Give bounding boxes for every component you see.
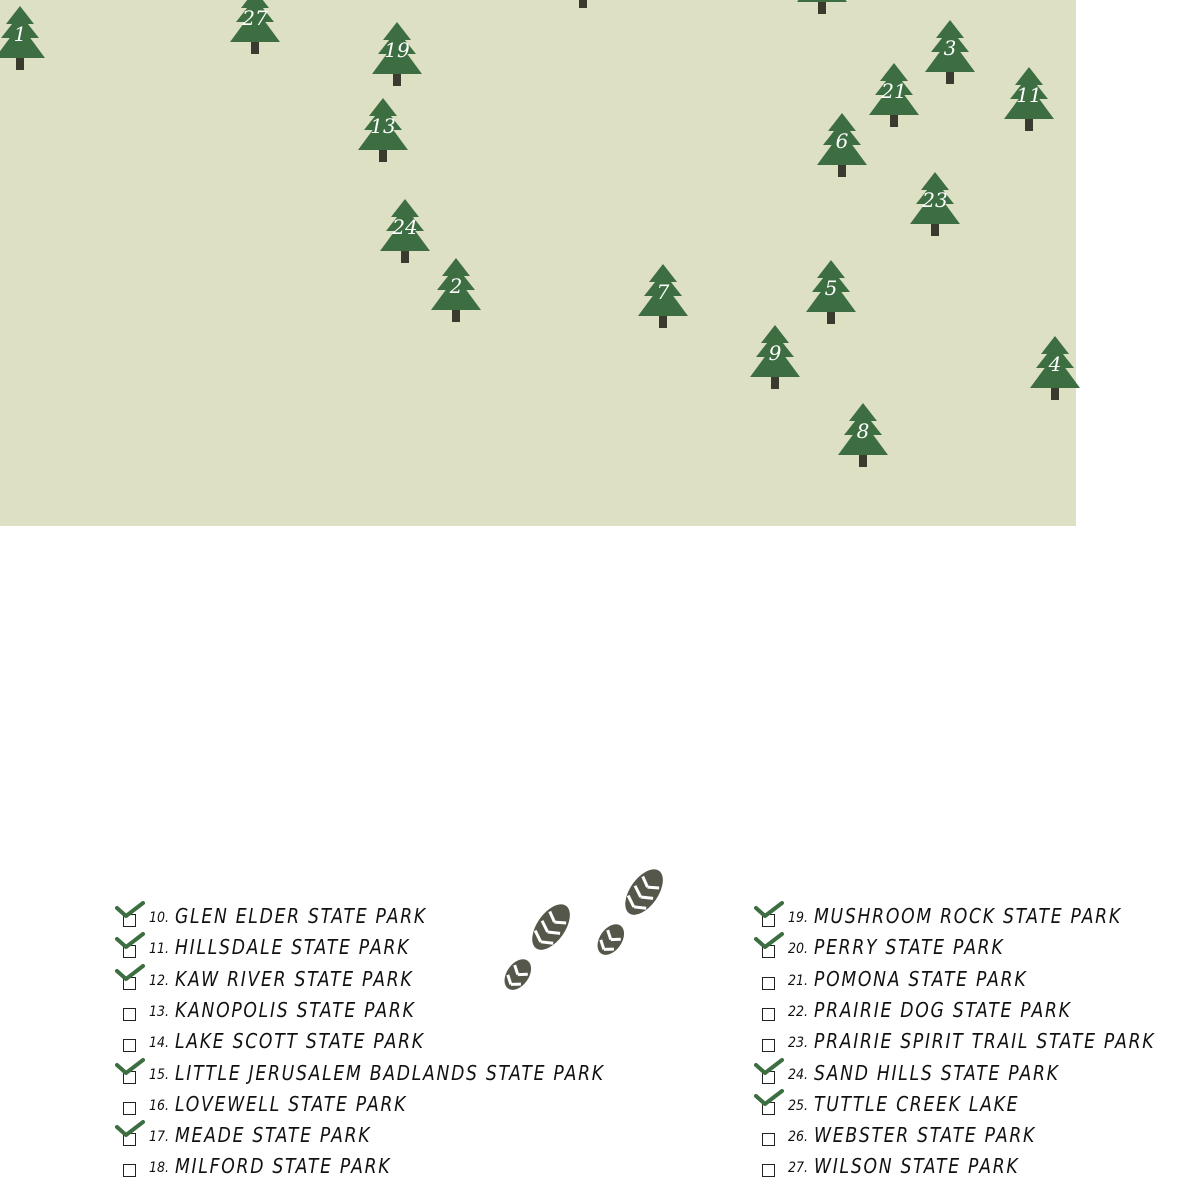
item-number: 13. xyxy=(149,1003,170,1020)
checkbox[interactable] xyxy=(762,977,775,990)
item-number: 25. xyxy=(788,1097,809,1114)
pine-tree-icon[interactable] xyxy=(229,0,281,58)
tree-marker-number: 8 xyxy=(856,419,870,443)
park-name: HILLSDALE STATE PARK xyxy=(175,935,411,960)
item-number: 23. xyxy=(788,1035,809,1052)
boot-prints-icon xyxy=(480,855,680,1005)
park-name: GLEN ELDER STATE PARK xyxy=(175,904,427,928)
pine-tree-icon[interactable] xyxy=(868,61,920,131)
pine-tree-icon[interactable] xyxy=(837,401,889,471)
pine-tree-icon[interactable] xyxy=(357,96,409,166)
checkmark-icon xyxy=(754,931,784,957)
item-number: 14. xyxy=(149,1035,170,1052)
checkmark-icon xyxy=(115,931,145,957)
item-number: 11. xyxy=(149,941,170,958)
item-number: 22. xyxy=(788,1003,809,1020)
tree-marker-number: 9 xyxy=(768,341,782,365)
item-number: 10. xyxy=(149,910,170,926)
item-number: 16. xyxy=(149,1097,170,1114)
tree-marker-number: 1 xyxy=(13,22,27,46)
pine-tree-icon[interactable] xyxy=(637,262,689,332)
tree-marker-number: 21 xyxy=(881,79,907,103)
tree-marker-number: 24 xyxy=(392,215,418,239)
checkmark-icon xyxy=(115,1119,145,1145)
pine-tree-icon[interactable] xyxy=(379,197,431,267)
pine-tree-icon[interactable] xyxy=(1029,334,1081,404)
park-name: LITTLE JERUSALEM BADLANDS STATE PARK xyxy=(175,1060,605,1085)
checkbox[interactable] xyxy=(123,1008,136,1021)
checkmark-icon xyxy=(754,900,784,926)
tree-marker-number: 19 xyxy=(384,38,410,62)
item-number: 18. xyxy=(149,1160,170,1177)
park-name: KAW RIVER STATE PARK xyxy=(175,966,414,991)
park-name: POMONA STATE PARK xyxy=(814,966,1028,991)
park-name: PERRY STATE PARK xyxy=(814,935,1005,960)
park-name: WEBSTER STATE PARK xyxy=(814,1123,1037,1148)
checkbox[interactable] xyxy=(762,1133,775,1146)
item-number: 15. xyxy=(149,1066,170,1083)
pine-tree-icon[interactable] xyxy=(371,20,423,90)
park-map xyxy=(0,0,1076,526)
checkmark-icon xyxy=(754,1057,784,1083)
pine-tree-icon[interactable] xyxy=(1003,65,1055,135)
pine-tree-icon[interactable] xyxy=(796,0,848,18)
park-name: MEADE STATE PARK xyxy=(175,1123,372,1148)
park-name: KANOPOLIS STATE PARK xyxy=(175,997,416,1022)
park-name: PRAIRIE DOG STATE PARK xyxy=(814,997,1072,1022)
park-name: MILFORD STATE PARK xyxy=(175,1154,392,1179)
tree-marker-number: 27 xyxy=(242,6,268,30)
checkbox[interactable] xyxy=(123,1164,136,1177)
item-number: 20. xyxy=(788,941,809,958)
park-name: TUTTLE CREEK LAKE xyxy=(814,1091,1020,1116)
item-number: 19. xyxy=(788,910,809,926)
item-number: 26. xyxy=(788,1129,809,1146)
tree-marker-number: 5 xyxy=(824,276,838,300)
tree-marker-number: 7 xyxy=(656,280,670,304)
checkbox[interactable] xyxy=(123,1039,136,1052)
item-number: 27. xyxy=(788,1160,809,1177)
checkmark-icon xyxy=(115,900,145,926)
tree-marker-number: 23 xyxy=(922,188,948,212)
pine-tree-icon[interactable] xyxy=(0,4,46,74)
pine-tree-icon[interactable] xyxy=(924,18,976,88)
park-name: LOVEWELL STATE PARK xyxy=(175,1091,408,1116)
park-name: MUSHROOM ROCK STATE PARK xyxy=(814,904,1122,928)
tree-marker-number: 11 xyxy=(1016,83,1042,107)
tree-marker-number: 4 xyxy=(1048,352,1062,376)
park-name: SAND HILLS STATE PARK xyxy=(814,1060,1060,1085)
tree-marker-number: 13 xyxy=(370,114,396,138)
item-number: 24. xyxy=(788,1066,809,1083)
pine-tree-icon[interactable] xyxy=(805,258,857,328)
checkbox[interactable] xyxy=(123,1102,136,1115)
checkmark-icon xyxy=(115,963,145,989)
tree-marker-number: 6 xyxy=(835,129,849,153)
pine-tree-icon[interactable] xyxy=(749,323,801,393)
checkmark-icon xyxy=(754,1088,784,1114)
pine-tree-icon[interactable] xyxy=(557,0,609,12)
pine-tree-icon[interactable] xyxy=(909,170,961,240)
item-number: 21. xyxy=(788,972,809,989)
item-number: 12. xyxy=(149,972,170,989)
pine-tree-icon[interactable] xyxy=(816,111,868,181)
checkbox[interactable] xyxy=(762,1164,775,1177)
tree-marker-number: 3 xyxy=(943,36,957,60)
checkbox[interactable] xyxy=(762,1039,775,1052)
checkmark-icon xyxy=(115,1057,145,1083)
park-name: PRAIRIE SPIRIT TRAIL STATE PARK xyxy=(814,1029,1156,1054)
checkbox[interactable] xyxy=(762,1008,775,1021)
park-name: WILSON STATE PARK xyxy=(814,1154,1020,1179)
pine-tree-icon[interactable] xyxy=(430,256,482,326)
item-number: 17. xyxy=(149,1129,170,1146)
park-name: LAKE SCOTT STATE PARK xyxy=(175,1029,425,1054)
tree-marker-number: 2 xyxy=(449,274,463,298)
